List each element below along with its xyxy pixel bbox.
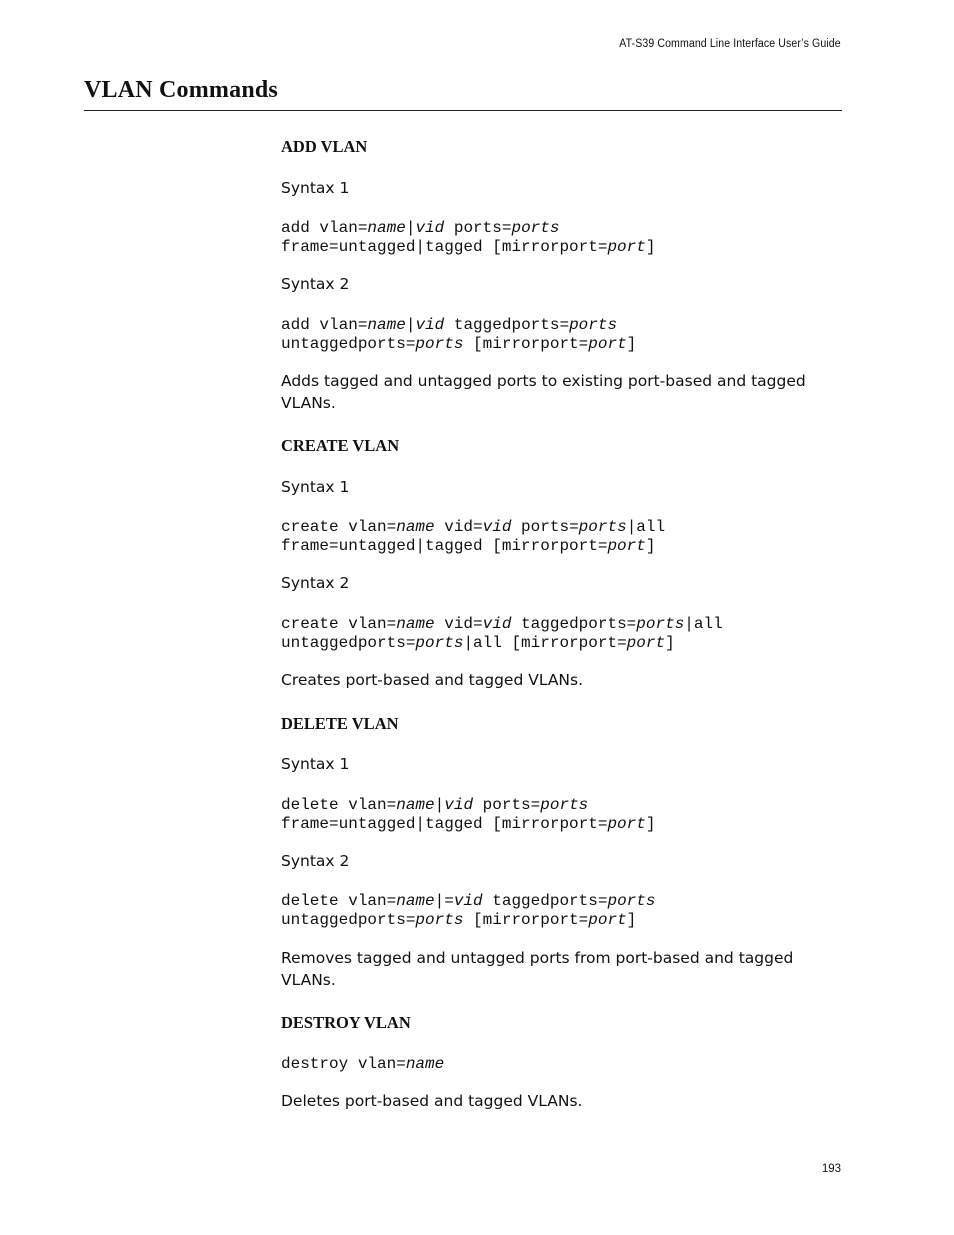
command-description: Creates port-based and tagged VLANs. xyxy=(281,671,584,689)
title-rule xyxy=(84,110,842,111)
syntax-code-line: untaggedports=ports|all [mirrorport=port] xyxy=(281,634,675,652)
syntax-label: Syntax 1 xyxy=(281,179,350,197)
syntax-code-line: frame=untagged|tagged [mirrorport=port] xyxy=(281,238,656,256)
syntax-code-line: frame=untagged|tagged [mirrorport=port] xyxy=(281,815,656,833)
add-vlan-section xyxy=(281,135,367,159)
command-heading: DESTROY VLAN xyxy=(281,1013,411,1032)
command-heading: CREATE VLAN xyxy=(281,436,400,455)
command-heading: DELETE VLAN xyxy=(281,714,399,733)
syntax-code-line: frame=untagged|tagged [mirrorport=port] xyxy=(281,537,656,555)
command-heading: ADD VLAN xyxy=(281,137,368,156)
page-number: 193 xyxy=(821,1163,841,1175)
syntax-code-line: delete vlan=name|=vid taggedports=ports xyxy=(281,892,656,910)
syntax-label: Syntax 2 xyxy=(281,275,350,293)
syntax-label: Syntax 2 xyxy=(281,852,350,870)
syntax-code-line: add vlan=name|vid taggedports=ports xyxy=(281,316,618,334)
syntax-code-line: add vlan=name|vid ports=ports xyxy=(281,219,560,237)
syntax-code-line: delete vlan=name|vid ports=ports xyxy=(281,796,589,814)
command-description: Adds tagged and untagged ports to existing port-based and tagged VLANs. xyxy=(281,372,806,412)
syntax-code-line: untaggedports=ports [mirrorport=port] xyxy=(281,335,637,353)
command-description: Deletes port-based and tagged VLANs. xyxy=(281,1092,583,1110)
syntax-label: Syntax 1 xyxy=(281,478,350,496)
syntax-code-line: destroy vlan=name xyxy=(281,1055,445,1073)
running-header: AT-S39 Command Line Interface User’s Guide xyxy=(619,38,841,50)
command-description: Removes tagged and untagged ports from port-based and tagged VLANs. xyxy=(281,949,794,989)
syntax-code-line: create vlan=name vid=vid ports=ports|all xyxy=(281,518,666,536)
syntax-code-line: untaggedports=ports [mirrorport=port] xyxy=(281,911,637,929)
syntax-label: Syntax 1 xyxy=(281,755,350,773)
section-title: VLAN Commands xyxy=(84,77,278,103)
syntax-label: Syntax 2 xyxy=(281,574,350,592)
syntax-code-line: create vlan=name vid=vid taggedports=ports|all xyxy=(281,615,723,633)
